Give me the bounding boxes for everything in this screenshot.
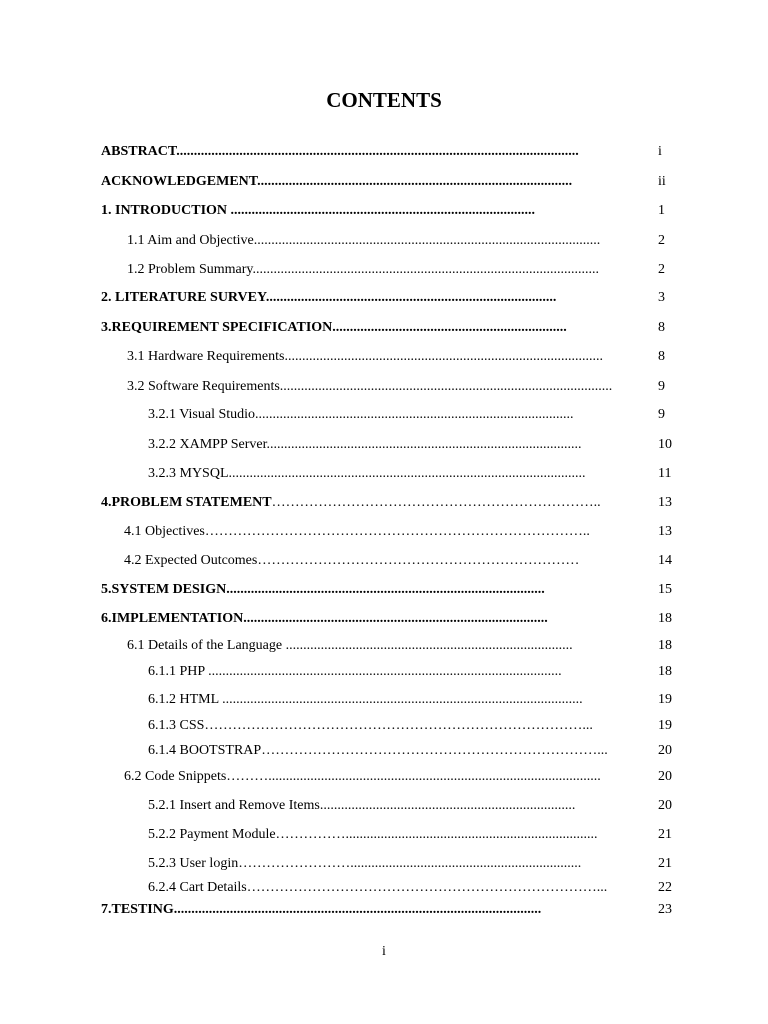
toc-entry-acknowledgement[interactable] <box>0 173 768 191</box>
toc-page-number: 13 <box>658 524 672 539</box>
toc-entry-payment-module[interactable] <box>0 826 768 844</box>
toc-entry-expected-outcomes[interactable] <box>0 552 768 570</box>
contents-title: CONTENTS <box>326 88 442 112</box>
toc-entry-label: 1. INTRODUCTION <box>101 203 231 218</box>
toc-entry-php[interactable] <box>0 663 768 681</box>
toc-leader: ......................................................................... <box>319 798 576 813</box>
toc-leader: ……………........................................................................ <box>275 827 598 842</box>
toc-leader: ......................................................................................................... <box>173 902 542 917</box>
toc-entry-mysql[interactable] <box>0 465 768 483</box>
toc-page-number: 2 <box>658 262 665 277</box>
toc-leader: ................................................................................................... <box>252 262 599 277</box>
toc-page-number: 20 <box>658 798 672 813</box>
toc-page-number: ii <box>658 174 666 189</box>
toc-page-number: 14 <box>658 553 672 568</box>
toc-page-number: 21 <box>658 827 672 842</box>
toc-entry-problem-statement[interactable] <box>0 494 768 512</box>
toc-leader: ………............................................................................................... <box>226 769 601 784</box>
toc-leader: ................................................................................................................... <box>176 144 579 159</box>
toc-entry-label: 2. LITERATURE SURVEY <box>101 290 266 305</box>
toc-entry-label: 3.1 Hardware Requirements <box>127 349 285 364</box>
toc-entry-requirement-specification[interactable] <box>0 319 768 337</box>
toc-entry-label: ACKNOWLEDGEMENT <box>101 174 258 189</box>
toc-page-number: 10 <box>658 437 672 452</box>
toc-entry-testing[interactable] <box>0 901 768 919</box>
toc-entry-code-snippets[interactable] <box>0 768 768 786</box>
toc-page-number: 19 <box>658 718 672 733</box>
toc-leader: ........................................................................................... <box>255 407 574 422</box>
toc-leader: …………………….................................................................. <box>238 856 582 871</box>
toc-page-number: 18 <box>658 664 672 679</box>
toc-entry-label: 6.IMPLEMENTATION <box>101 611 244 626</box>
toc-entry-label: 7.TESTING <box>101 902 174 917</box>
toc-leader: ................................................................... <box>332 320 567 335</box>
toc-page-number: 19 <box>658 692 672 707</box>
toc-entry-aim-and-objective[interactable] <box>0 232 768 250</box>
toc-entry-label: 3.2.2 XAMPP Server <box>148 437 267 452</box>
page-footer-number: i <box>382 944 386 959</box>
toc-entry-abstract[interactable] <box>0 143 768 161</box>
toc-leader: ................................................................................................... <box>253 233 601 248</box>
toc-entry-label: 4.PROBLEM STATEMENT <box>101 495 272 510</box>
toc-leader: …………………………………………………………………... <box>246 880 608 895</box>
toc-entry-label: 6.2.4 Cart Details <box>148 880 247 895</box>
toc-page-number: 21 <box>658 856 672 871</box>
toc-entry-html[interactable] <box>0 691 768 709</box>
toc-entry-label: 4.2 Expected Outcomes <box>124 553 258 568</box>
toc-entry-label: 3.2.3 MYSQL <box>148 466 229 481</box>
toc-leader: ....................................................................................... <box>230 203 536 218</box>
toc-entry-software-requirements[interactable] <box>0 378 768 396</box>
toc-entry-bootstrap[interactable] <box>0 742 768 760</box>
toc-page-number: 1 <box>658 203 665 218</box>
toc-page-number: 22 <box>658 880 672 895</box>
toc-entry-literature-survey[interactable] <box>0 289 768 307</box>
toc-page-number: 18 <box>658 611 672 626</box>
toc-page-number: i <box>658 144 662 159</box>
toc-entry-implementation[interactable] <box>0 610 768 628</box>
toc-leader: ....................................................................................................... <box>222 692 583 707</box>
toc-page-number: 3 <box>658 290 665 305</box>
toc-entry-label: 6.2 Code Snippets <box>124 769 227 784</box>
toc-entry-objectives[interactable] <box>0 523 768 541</box>
toc-entry-label: 1.1 Aim and Objective <box>127 233 254 248</box>
toc-entry-problem-summary[interactable] <box>0 261 768 279</box>
toc-entry-label: 6.1.2 HTML <box>148 692 223 707</box>
toc-entry-label: 3.2 Software Requirements <box>127 379 280 394</box>
toc-entry-user-login[interactable] <box>0 855 768 873</box>
toc-leader: ……………………………………………………………………….. <box>204 524 590 539</box>
toc-leader: ............................................................................................... <box>279 379 613 394</box>
toc-page-number: 20 <box>658 743 672 758</box>
toc-leader: ....................................................................................... <box>243 611 548 626</box>
toc-entry-cart-details[interactable] <box>0 879 768 897</box>
toc-leader: …………………………………………………………… <box>257 553 580 568</box>
toc-entry-css[interactable] <box>0 717 768 735</box>
toc-entry-label: 3.REQUIREMENT SPECIFICATION <box>101 320 333 335</box>
toc-page-number: 8 <box>658 320 665 335</box>
toc-leader: …………………………………………………………….. <box>271 495 601 510</box>
toc-entry-introduction[interactable] <box>0 202 768 220</box>
toc-page-number: 9 <box>658 379 665 394</box>
toc-entry-label: 5.2.2 Payment Module <box>148 827 276 842</box>
toc-entry-xampp-server[interactable] <box>0 436 768 454</box>
toc-entry-system-design[interactable] <box>0 581 768 599</box>
toc-leader: ................................................................................... <box>265 290 557 305</box>
toc-entry-label: 5.2.1 Insert and Remove Items <box>148 798 320 813</box>
toc-leader: ………………………………………………………………………... <box>204 718 593 733</box>
toc-leader: .................................................................................. <box>285 638 573 653</box>
toc-entry-label: 5.SYSTEM DESIGN <box>101 582 227 597</box>
toc-entry-label: ABSTRACT <box>101 144 177 159</box>
toc-leader: .......................................................................................... <box>266 437 582 452</box>
toc-page-number: 20 <box>658 769 672 784</box>
toc-page-number: 9 <box>658 407 665 422</box>
toc-entry-label: 6.1.3 CSS <box>148 718 205 733</box>
toc-entry-hardware-requirements[interactable] <box>0 348 768 366</box>
toc-entry-label: 3.2.1 Visual Studio <box>148 407 256 422</box>
toc-entry-label: 1.2 Problem Summary <box>127 262 253 277</box>
toc-entry-label: 5.2.3 User login <box>148 856 239 871</box>
toc-page-number: 11 <box>658 466 672 481</box>
toc-page-number: 15 <box>658 582 672 597</box>
toc-entry-visual-studio[interactable] <box>0 406 768 424</box>
toc-page-number: 18 <box>658 638 672 653</box>
toc-entry-details-of-the-language[interactable] <box>0 637 768 655</box>
toc-page-number: 2 <box>658 233 665 248</box>
toc-entry-insert-and-remove-items[interactable] <box>0 797 768 815</box>
toc-page-number: 23 <box>658 902 672 917</box>
toc-page-number: 8 <box>658 349 665 364</box>
toc-entry-label: 4.1 Objectives <box>124 524 205 539</box>
toc-leader: ...................................................................................................... <box>228 466 586 481</box>
toc-entry-label: 6.1 Details of the Language <box>127 638 286 653</box>
toc-leader: ........................................................................................... <box>226 582 545 597</box>
toc-entry-label: 6.1.1 PHP <box>148 664 209 679</box>
toc-leader: .......................................................................................... <box>257 174 573 189</box>
toc-entry-label: 6.1.4 BOOTSTRAP <box>148 743 262 758</box>
toc-page-number: 13 <box>658 495 672 510</box>
toc-leader: ………………………………………………………………... <box>261 743 608 758</box>
toc-leader: ..................................................................................................... <box>208 664 562 679</box>
toc-leader: ........................................................................................... <box>284 349 603 364</box>
